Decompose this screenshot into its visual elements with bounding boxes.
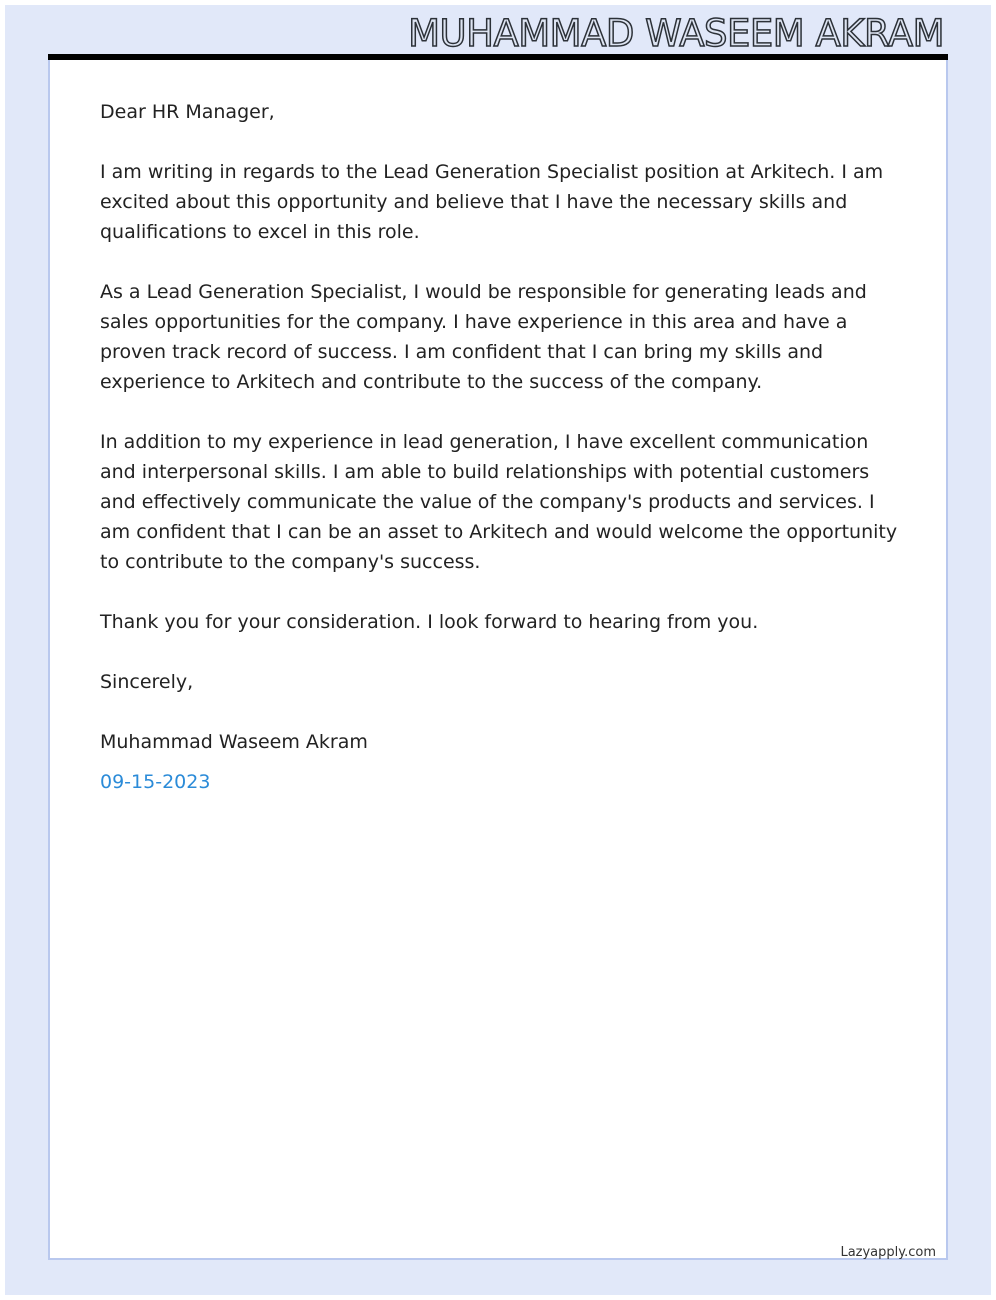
salutation: Dear HR Manager, [100,101,275,123]
applicant-name-header: MUHAMMAD WASEEM AKRAM [408,12,944,55]
paragraph-thanks: Thank you for your consideration. I look forward to hearing from you. [100,611,759,633]
paragraph-role: As a Lead Generation Specialist, I would be responsible for generating leads and sales opportunities for the company. I have experience in this area and have a proven track record of success. I am confident that I can bring my skills and experience to Arkitech and contribute to the success of the company. [100,281,867,393]
signature-name: Muhammad Waseem Akram [100,731,368,753]
closing: Sincerely, [100,671,194,693]
letter-date: 09-15-2023 [100,771,211,793]
paragraph-skills: In addition to my experience in lead generation, I have excellent communication and interpersonal skills. I am able to build relationships with potential customers and effectively communicate the value of the company's products and services. I am confident that I can be an asset to Arkitech and would welcome the opportunity to contribute to the company's success. [100,431,898,573]
paragraph-intro: I am writing in regards to the Lead Generation Specialist position at Arkitech. I am excited about this opportunity and believe that I have the necessary skills and qualifications to excel in this role. [100,161,884,243]
footer-brand: Lazyapply.com [840,1245,936,1260]
letter-body [100,97,900,797]
